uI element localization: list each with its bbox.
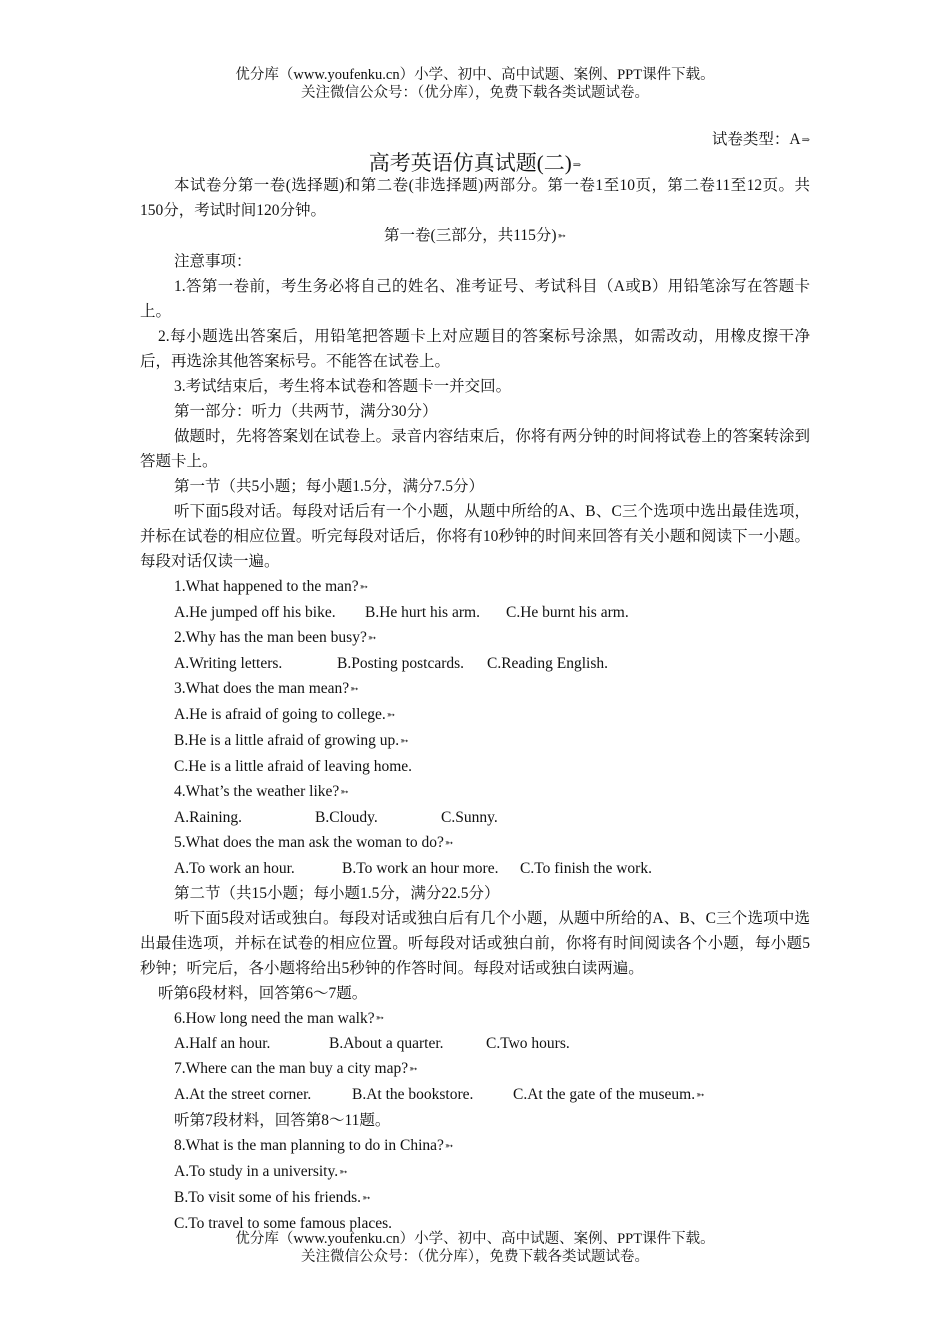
anchor-icon: ➳	[359, 581, 369, 593]
option-c: C.Reading English.	[487, 654, 608, 672]
footer-line-2: 关注微信公众号：（优分库），免费下载各类试题试卷。	[301, 1249, 649, 1265]
header-line-2: 关注微信公众号：（优分库），免费下载各类试题试卷。	[301, 85, 649, 101]
option-3c: C.He is a little afraid of leaving home.	[174, 757, 413, 775]
question-5	[140, 830, 810, 856]
option-c: C.Sunny.	[441, 808, 498, 826]
option-a: A.Writing letters.	[174, 654, 283, 672]
section1-heading: 第一节（共5小题；每小题1.5分，满分7.5分）	[174, 477, 485, 495]
volume-heading-text: 第一卷(三部分，共115分)	[384, 227, 557, 244]
anchor-icon: ➳	[339, 1167, 348, 1179]
paragraph-mark-icon: ⇒	[572, 159, 582, 171]
options-7	[140, 1082, 810, 1108]
section1-instruction: 听下面5段对话。每段对话后有一个小题，从题中所给的A、B、C三个选项中选出最佳选项，并标在试卷的相应位置。听完每段对话后，你将有10秒钟的时间来回答有关小题和阅读下一小题。每段对话仅读一遍。	[140, 502, 810, 570]
option-8c: C.To travel to some famous places.	[174, 1215, 393, 1233]
question-3	[140, 676, 810, 702]
anchor-icon: ➳	[386, 709, 396, 721]
option-3a	[140, 702, 810, 728]
option-3b	[140, 728, 810, 754]
question-text: 3.What does the man mean?	[174, 679, 350, 697]
option-a: A.Half an hour.	[174, 1035, 271, 1053]
question-7	[140, 1056, 810, 1082]
options-4	[140, 805, 810, 830]
anchor-icon: ➳	[400, 735, 409, 747]
material-7-heading: 听第7段材料，回答第8～11题。	[174, 1112, 391, 1130]
option-c: C.To finish the work.	[520, 859, 652, 877]
options-1	[140, 600, 810, 625]
option-c: C.He burnt his arm.	[506, 603, 629, 621]
option-8b	[140, 1185, 810, 1211]
notice-item: 1.答第一卷前，考生务必将自己的姓名、准考证号、考试科目（A或B）用铅笔涂写在答题卡上。	[140, 277, 810, 320]
anchor-icon: ➳	[696, 1090, 705, 1102]
header-line-1: 优分库（www.youfenku.cn）小学、初中、高中试题、案例、PPT课件下载。	[235, 67, 715, 83]
anchor-icon: ➳	[350, 683, 359, 695]
options-5	[140, 856, 810, 881]
option-b: B.At the bookstore.	[352, 1086, 474, 1104]
notice-heading: 注意事项：	[174, 252, 252, 270]
option-c: C.Two hours.	[486, 1035, 570, 1053]
notice-item: 2.每小题选出答案后，用铅笔把答题卡上对应题目的答案标号涂黑，如需改动，用橡皮擦干净后，再选涂其他答案标号。不能答在试卷上。	[140, 327, 810, 370]
option-a: A.At the street corner.	[174, 1086, 312, 1104]
volume-heading	[140, 223, 810, 249]
options-6	[140, 1031, 810, 1056]
document-body	[140, 173, 810, 1236]
anchor-icon: ➳	[409, 1064, 418, 1076]
option-8a	[140, 1159, 810, 1185]
question-4	[140, 779, 810, 805]
section2-heading: 第二节（共15小题；每小题1.5分，满分22.5分）	[174, 884, 500, 902]
material-6-heading: 听第6段材料，回答第6～7题。	[158, 984, 368, 1002]
option-a: A.He is afraid of going to college.	[174, 705, 386, 723]
option-a: A.To study in a university.	[174, 1163, 339, 1181]
paper-type-text: 试卷类型：A	[711, 131, 801, 148]
anchor-icon: ➳	[340, 786, 349, 798]
option-a: A.Raining.	[174, 808, 243, 826]
option-a: A.He jumped off his bike.	[174, 603, 336, 621]
anchor-icon: ➳	[557, 230, 566, 242]
paragraph-mark-icon: ⇒	[801, 134, 810, 146]
page-header	[0, 66, 950, 102]
anchor-icon: ➳	[375, 1013, 384, 1025]
option-b: B.About a quarter.	[329, 1035, 444, 1053]
anchor-icon: ➳	[444, 1141, 454, 1153]
question-8	[140, 1133, 810, 1159]
anchor-icon: ➳	[444, 837, 454, 849]
question-text: 2.Why has the man been busy?	[174, 628, 367, 646]
option-b: B.Cloudy.	[315, 808, 378, 826]
option-b: B.He hurt his arm.	[365, 603, 480, 621]
page-title-text: 高考英语仿真试题(二)	[368, 151, 572, 175]
question-1	[140, 574, 810, 600]
question-text: 5.What does the man ask the woman to do?	[174, 833, 444, 851]
option-c: C.At the gate of the museum.	[513, 1086, 696, 1104]
question-text: 4.What’s the weather like?	[174, 782, 340, 800]
section2-instruction: 听下面5段对话或独白。每段对话或独白后有几个小题，从题中所给的A、B、C三个选项中选出最佳选项，并标在试卷的相应位置。听每段对话或独白前，你将有时间阅读各个小题，每小题5秒钟；听完后，各小题将给出5秒钟的作答时间。每段对话或独白读两遍。	[140, 909, 810, 977]
page-footer	[0, 1230, 950, 1266]
option-a: A.To work an hour.	[174, 859, 295, 877]
options-2	[140, 651, 810, 676]
question-text: 8.What is the man planning to do in China?	[174, 1137, 444, 1155]
footer-line-1: 优分库（www.youfenku.cn）小学、初中、高中试题、案例、PPT课件下载。	[235, 1231, 715, 1247]
question-2	[140, 625, 810, 651]
notice-item: 3.考试结束后，考生将本试卷和答题卡一并交回。	[174, 377, 512, 395]
option-b: B.He is a little afraid of growing up.	[174, 731, 400, 749]
option-b: B.To visit some of his friends.	[174, 1189, 362, 1207]
option-b: B.Posting postcards.	[337, 654, 465, 672]
question-text: 6.How long need the man walk?	[174, 1009, 375, 1027]
question-text: 7.Where can the man buy a city map?	[174, 1060, 409, 1078]
intro-paragraph: 本试卷分第一卷(选择题)和第二卷(非选择题)两部分。第一卷1至10页，第二卷11至12页。共150分，考试时间120分钟。	[140, 177, 810, 219]
question-text: 1.What happened to the man?	[174, 577, 359, 595]
part1-heading: 第一部分：听力（共两节，满分30分）	[174, 402, 438, 420]
anchor-icon: ➳	[367, 632, 377, 644]
option-b: B.To work an hour more.	[342, 859, 499, 877]
question-6	[140, 1006, 810, 1032]
part1-instruction: 做题时，先将答案划在试卷上。录音内容结束后，你将有两分钟的时间将试卷上的答案转涂到答题卡上。	[140, 427, 810, 470]
paper-type	[712, 127, 810, 149]
anchor-icon: ➳	[362, 1193, 371, 1205]
